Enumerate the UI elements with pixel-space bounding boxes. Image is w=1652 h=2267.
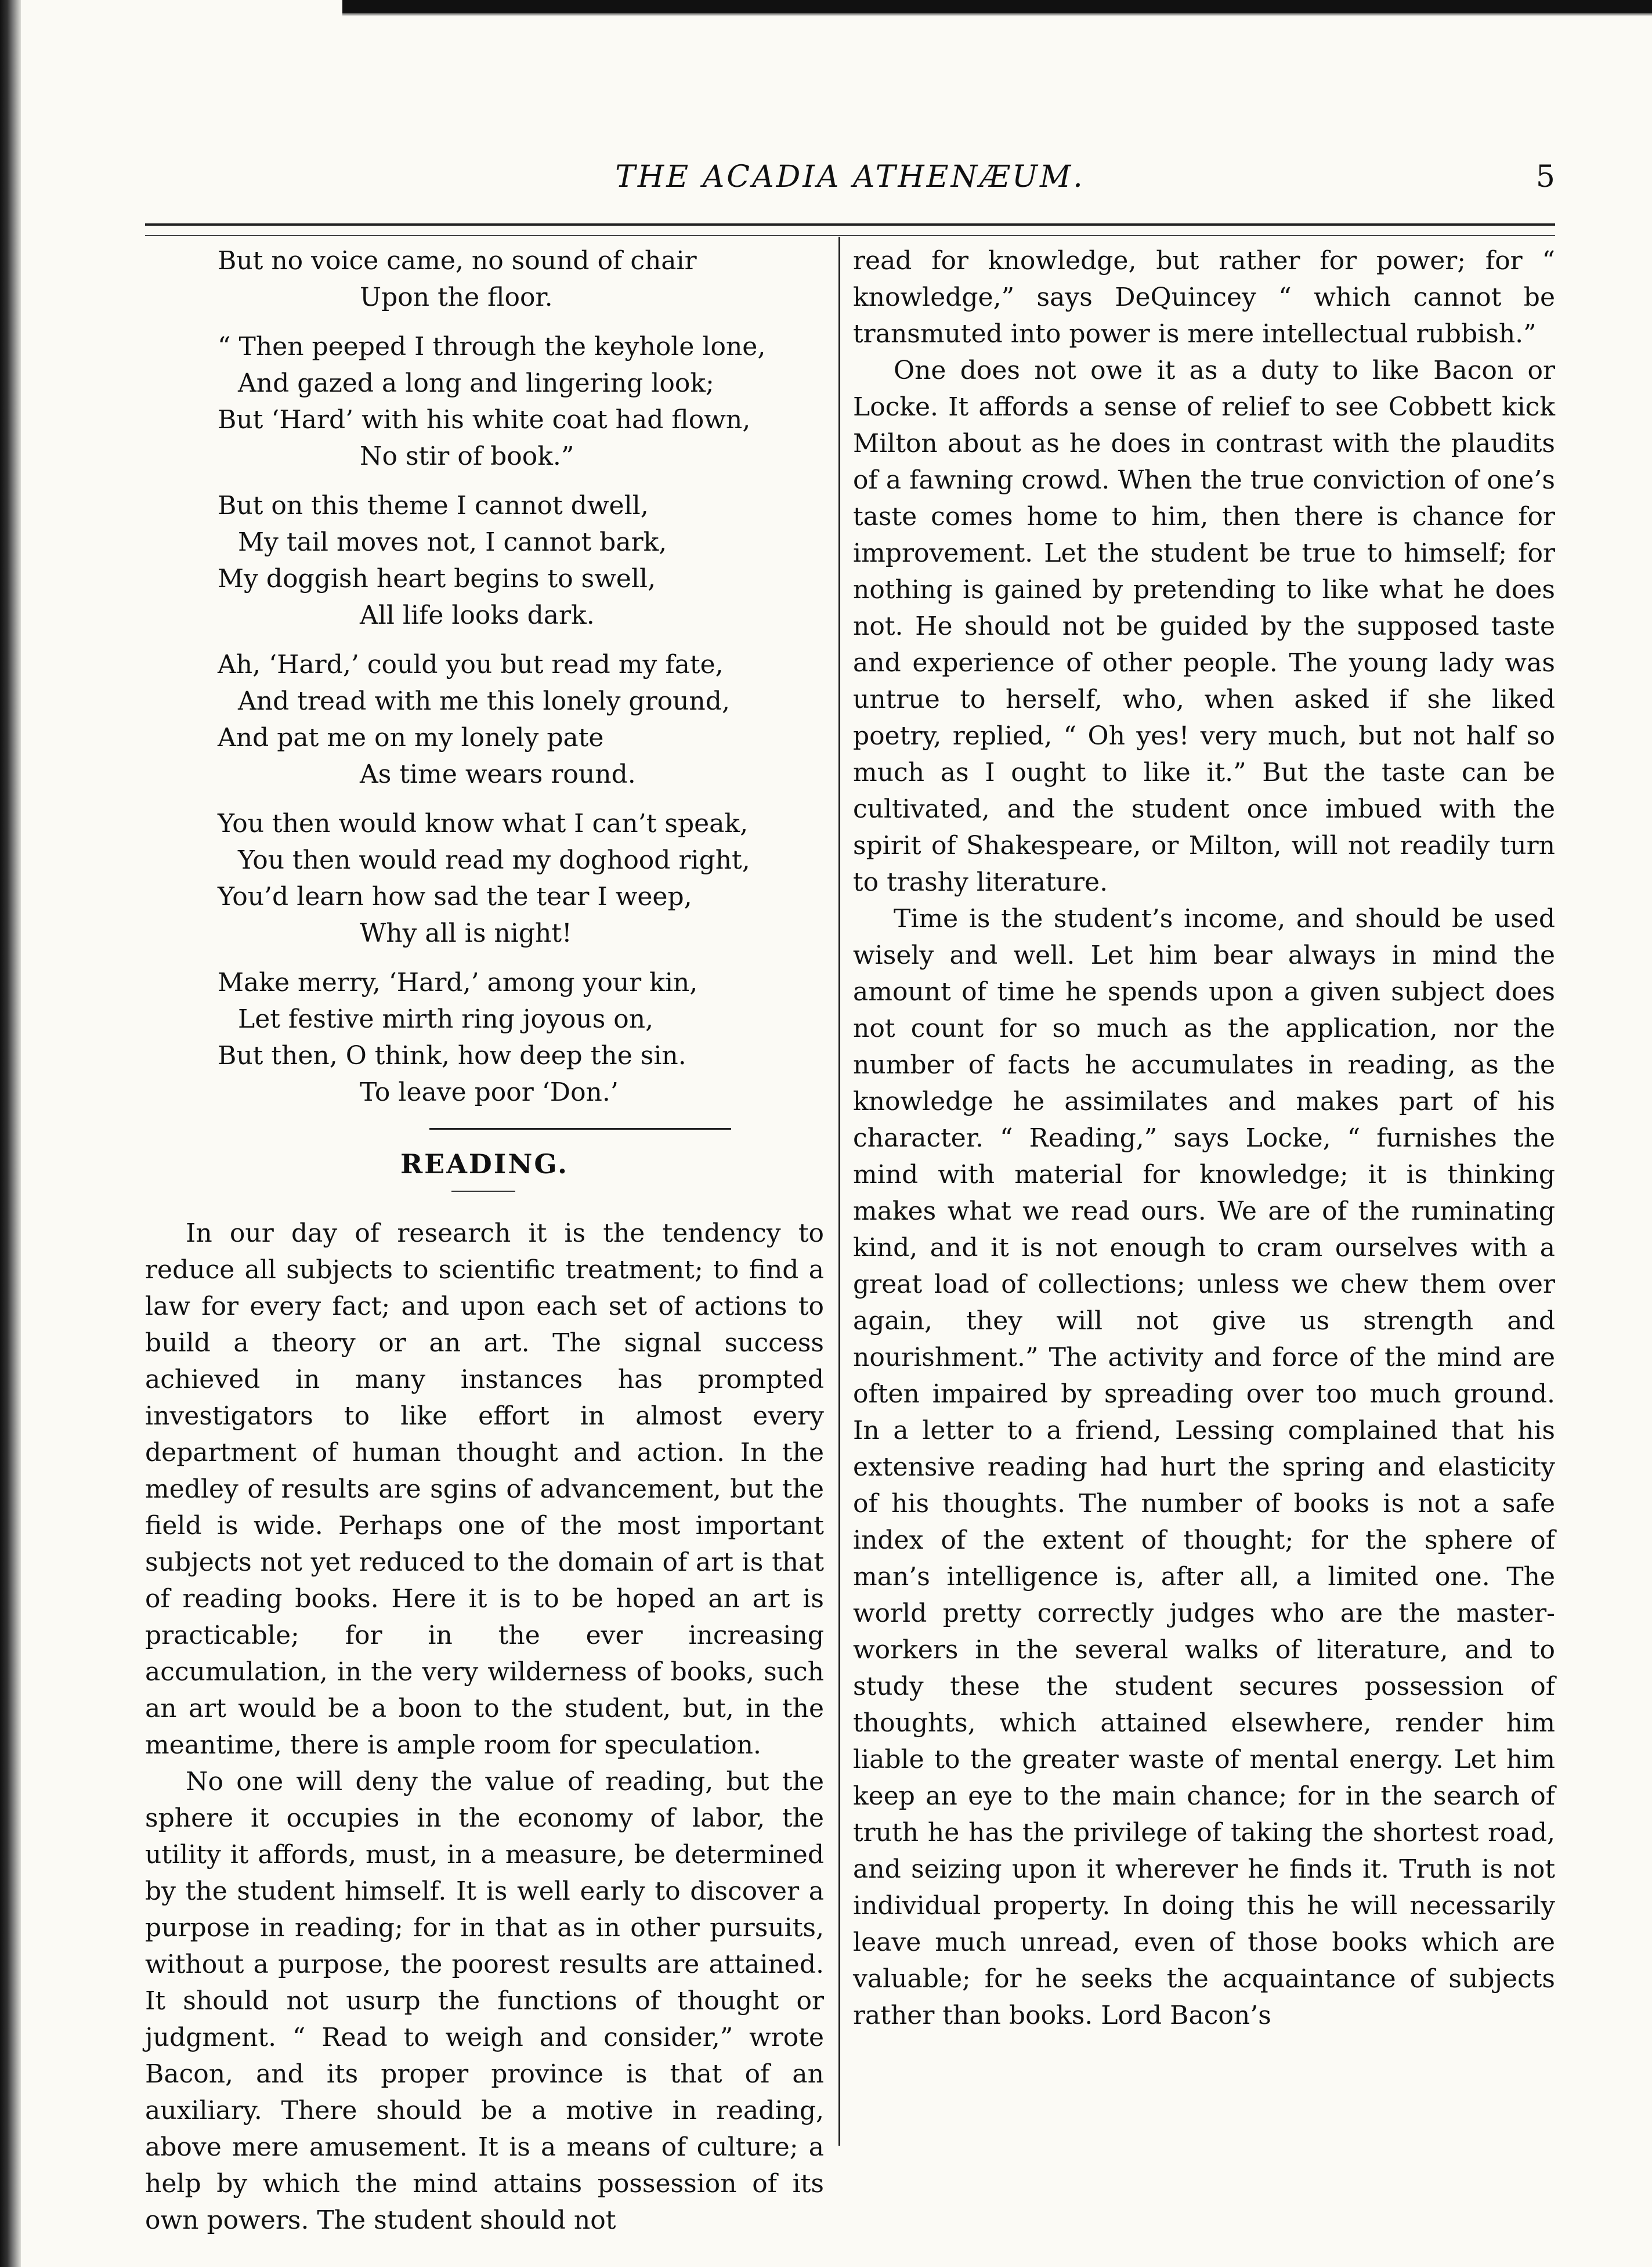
page-number: 5	[1535, 160, 1555, 194]
poem-stanza	[145, 243, 824, 316]
article-paragraph: Time is the student’s income, and should be used wisely and well. Let him bear always in mind the amount of time he spends upon a given subject does not count for so much as the application, nor the number of facts he accumulates in reading, as the knowledge he assimilates and makes part of his character. “ Reading,” says Locke, “ furnishes the mind with material for knowledge; it is thinking makes what we read ours. We are of the ruminating kind, and it is not enough to cram ourselves with a great load of collections; unless we chew them over again, they will not give us strength and nourishment.” The activity and force of the mind are often impaired by spreading over too much ground. In a letter to a friend, Lessing complained that his extensive reading had hurt the spring and elasticity of his thoughts. The number of books is not a safe index of the extent of thought; for the sphere of man’s intelligence is, after all, a limited one. The world pretty correctly judges who are the master-workers in the several walks of literature, and to study these the student secures possession of thoughts, which attained elsewhere, render him liable to the greater waste of mental energy. Let him keep an eye to the main chance; for in the search of truth he has the privilege of taking the shortest road, and seizing upon it wherever he finds it. Truth is not individual property. In doing this he will necessarily leave much unread, even of those books which are valuable; for he seeks the acquaintance of subjects rather than books. Lord Bacon’s	[853, 904, 1555, 2030]
verse-line: You then would know what I can’t speak,	[218, 809, 749, 838]
verse-line: You’d learn how sad the tear I weep,	[218, 882, 692, 912]
verse-line: But then, O think, how deep the sin.	[218, 1041, 686, 1071]
article-paragraph: One does not owe it as a duty to like Bacon or Locke. It affords a sense of relief to see Cobbett kick Milton about as he does in contrast with the plaudits of a fawning crowd. When the true conviction of one’s taste comes home to him, then there is chance for improvement. Let the student be true to himself; for nothing is gained by pretending to like what he does not. He should not be guided by the supposed taste and experience of other people. The young lady was untrue to herself, who, when asked if she liked poetry, replied, “ Oh yes! very much, but not half so much as I ought to like it.” But the taste can be cultivated, and the student once imbued with the spirit of Shakespeare, or Milton, will not readily turn to trashy literature.	[853, 356, 1555, 897]
scan-binding-edge	[0, 0, 21, 2267]
publication-title: THE ACADIA ATHENÆUM.	[615, 160, 1085, 194]
poem	[145, 243, 824, 1111]
poem-stanza	[145, 805, 824, 952]
verse-line: Ah, ‘Hard,’ could you but read my fate,	[218, 650, 724, 679]
poem-stanza	[145, 487, 824, 634]
article-paragraph: In our day of research it is the tendency to reduce all subjects to scientific treatment; to find a law for every fact; and upon each set of actions to build a theory or an art. The signal success achieved in many instances has prompted investigators to like effort in almost every department of human thought and action. In the medley of results are sgins of advancement, but the field is wide. Perhaps one of the most important subjects not yet reduced to the domain of art is that of reading books. Here it is to be hoped an art is practicable; for in the ever increasing accumulation, in the very wilderness of books, such an art would be a boon to the student, but, in the meantime, there is ample room for speculation.	[145, 1219, 824, 1760]
left-column	[145, 243, 824, 2239]
verse-line: No stir of book.”	[360, 442, 574, 471]
scan-top-edge	[342, 0, 1652, 13]
header-rule	[145, 223, 1555, 236]
verse-line: But ‘Hard’ with his white coat had flown,	[218, 405, 751, 435]
right-column	[853, 243, 1555, 2034]
verse-line: And gazed a long and lingering look;	[238, 368, 714, 398]
verse-line: And tread with me this lonely ground,	[238, 686, 730, 716]
article-paragraph-continued: read for knowledge, but rather for power; for “ knowledge,” says DeQuincey “ which cannot be transmuted into power is mere intellectual rubbish.”	[853, 246, 1555, 349]
verse-line: Why all is night!	[360, 919, 572, 948]
verse-line: But on this theme I cannot dwell,	[218, 491, 649, 520]
verse-line: Let festive mirth ring joyous on,	[238, 1004, 654, 1034]
column-divider	[838, 237, 840, 2146]
verse-line: My tail moves not, I cannot bark,	[238, 527, 667, 557]
article-paragraph: No one will deny the value of reading, but the sphere it occupies in the economy of labor, the utility it affords, must, in a measure, be determined by the student himself. It is well early to discover a purpose in reading; for in that as in other pursuits, without a purpose, the poorest results are attained. It should not usurp the functions of thought or judgment. “ Read to weigh and consider,” wrote Bacon, and its proper province is that of an auxiliary. There should be a motive in reading, above mere amusement. It is a means of culture; a help by which the mind attains possession of its own powers. The student should not	[145, 1767, 824, 2235]
verse-line: All life looks dark.	[360, 601, 595, 630]
verse-line: To leave poor ‘Don.’	[360, 1078, 619, 1107]
verse-line: You then would read my doghood right,	[238, 845, 750, 875]
heading-rule	[451, 1191, 515, 1192]
verse-line: My doggish heart begins to swell,	[218, 564, 656, 594]
verse-line: As time wears round.	[360, 760, 636, 789]
verse-line: And pat me on my lonely pate	[218, 723, 604, 753]
poem-stanza	[145, 964, 824, 1111]
scan-top-shadow	[342, 13, 1652, 16]
article-heading: READING.	[400, 1148, 569, 1180]
verse-line: “ Then peeped I through the keyhole lone,	[218, 332, 766, 361]
poem-stanza	[145, 646, 824, 793]
poem-stanza	[145, 328, 824, 475]
verse-line: But no voice came, no sound of chair	[218, 246, 697, 276]
verse-line: Upon the floor.	[360, 283, 553, 312]
verse-line: Make merry, ‘Hard,’ among your kin,	[218, 968, 698, 997]
section-rule	[429, 1128, 731, 1130]
running-header	[145, 154, 1555, 218]
